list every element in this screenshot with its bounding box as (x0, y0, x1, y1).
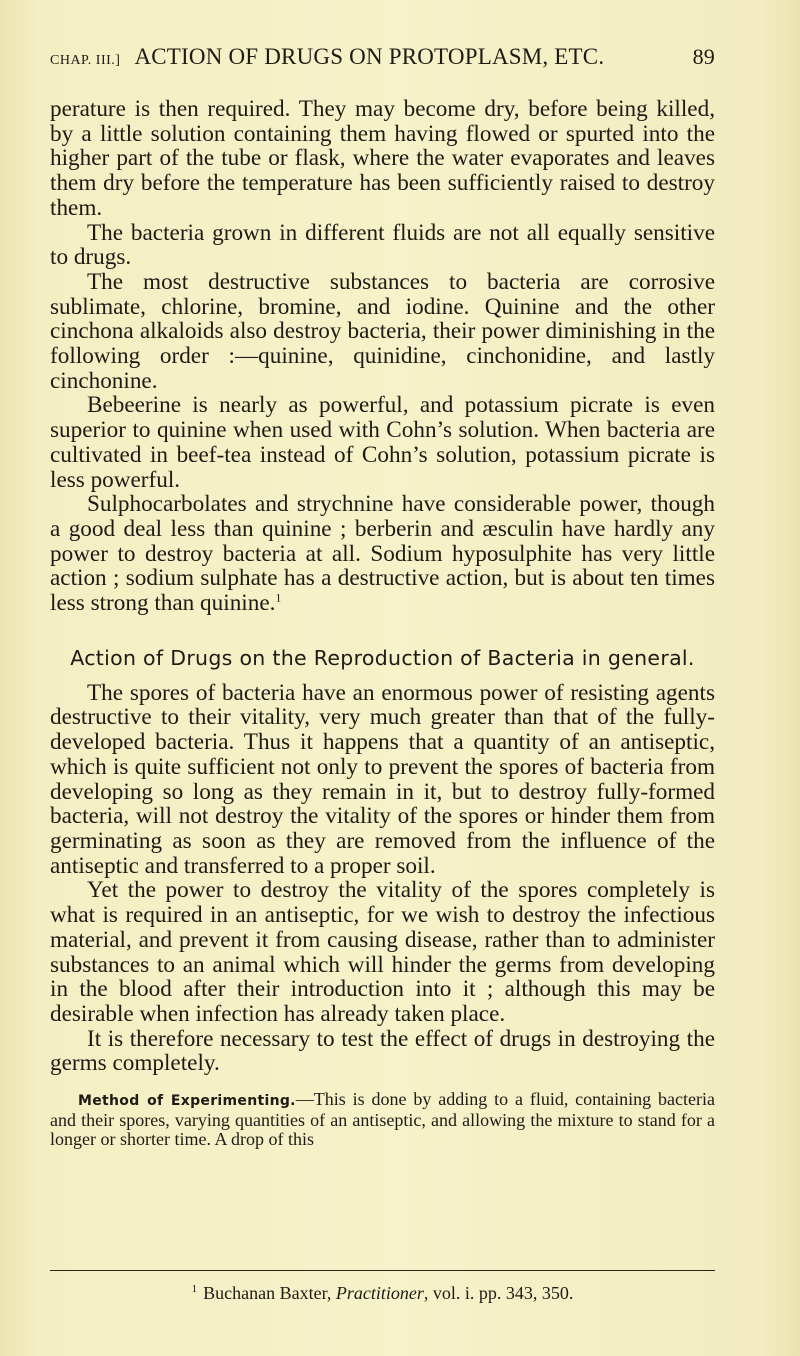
paragraph-with-footnote (50, 492, 715, 616)
main-text (50, 97, 715, 1149)
running-title: ACTION OF DRUGS ON PROTOPLASM, ETC. (134, 44, 605, 69)
method-text: —This is done by adding to a fluid, containing bacteria and their spores, varying quantities of an antiseptic, and allowing the mixture to stand for a longer or shorter time. A drop of this (50, 1089, 715, 1150)
method-paragraph (50, 1090, 715, 1149)
page-number: 89 (692, 44, 715, 69)
footnote-marker: 1 (191, 1283, 198, 1295)
method-lead: Method of Experimenting. (78, 1093, 296, 1110)
chapter-label: CHAP. III.] (50, 53, 121, 68)
paragraph-text: Sulphocarbolates and strychnine have considerable power, though a good deal less than quinine ; berberin and æsculin have hardly any power to destroy bacteria at all. Sodium hyposulphite has very little action ; sodium sulphate has a destructive action, but is about ten times less strong than quinine. (50, 491, 715, 617)
paragraph: perature is then required. They may become dry, before being killed, by a little solution containing them having flowed or spurted into the higher part of the tube or flask, where the water evaporates and leaves them dry before the temperature has been sufficiently raised to destroy them. (50, 96, 715, 221)
footnote (50, 1283, 715, 1304)
running-head (50, 44, 715, 70)
footnote-author: Buchanan Baxter, (203, 1283, 332, 1303)
paragraph: Yet the power to destroy the vitality of the spores completely is what is required in an antiseptic, for we wish to destroy the infectious material, and prevent it from causing disease, rather than to administer substances to an animal which will hinder the germs from developing in the blood after their introduction into it ; although this may be desirable when infection has already taken place. (50, 877, 715, 1027)
footnote-rule (50, 1270, 715, 1271)
paragraph: The spores of bacteria have an enormous power of resisting agents destructive to their vitality, very much greater than that of the fully-developed bacteria. Thus it happens that a quantity of an antiseptic, which is quite sufficient not only to prevent the spores of bacteria from developing so long as they remain in it, but to destroy fully-formed bacteria, will not destroy the vitality of the spores or hinder them from germinating as soon as they are removed from the influence of the antiseptic and transferred to a proper soil. (50, 679, 715, 879)
paragraph: The bacteria grown in different fluids are not all equally sensitive to drugs. (50, 219, 715, 271)
footnote-citation: , vol. i. pp. 343, 350. (423, 1283, 574, 1303)
footnote-reference[interactable]: 1 (275, 590, 282, 605)
section-heading: Action of Drugs on the Reproduction of Bacteria in general. (70, 645, 695, 670)
paragraph: Bebeerine is nearly as powerful, and potassium picrate is even superior to quinine when used with Cohn’s solution. When bacteria are cultivated in beef-tea instead of Cohn’s solution, potassium picrate is less powerful. (50, 392, 715, 493)
footnote-journal: Practitioner (335, 1283, 424, 1303)
paragraph: The most destructive substances to bacteria are corrosive sublimate, chlorine, bromine, and iodine. Quinine and the other cinchona alkaloids also destroy bacteria, their power diminishing in the following order :—quinine, quinidine, cinchonidine, and lastly cinchonine. (50, 268, 715, 394)
paragraph: It is therefore necessary to test the effect of drugs in destroying the germs completely. (50, 1025, 715, 1077)
